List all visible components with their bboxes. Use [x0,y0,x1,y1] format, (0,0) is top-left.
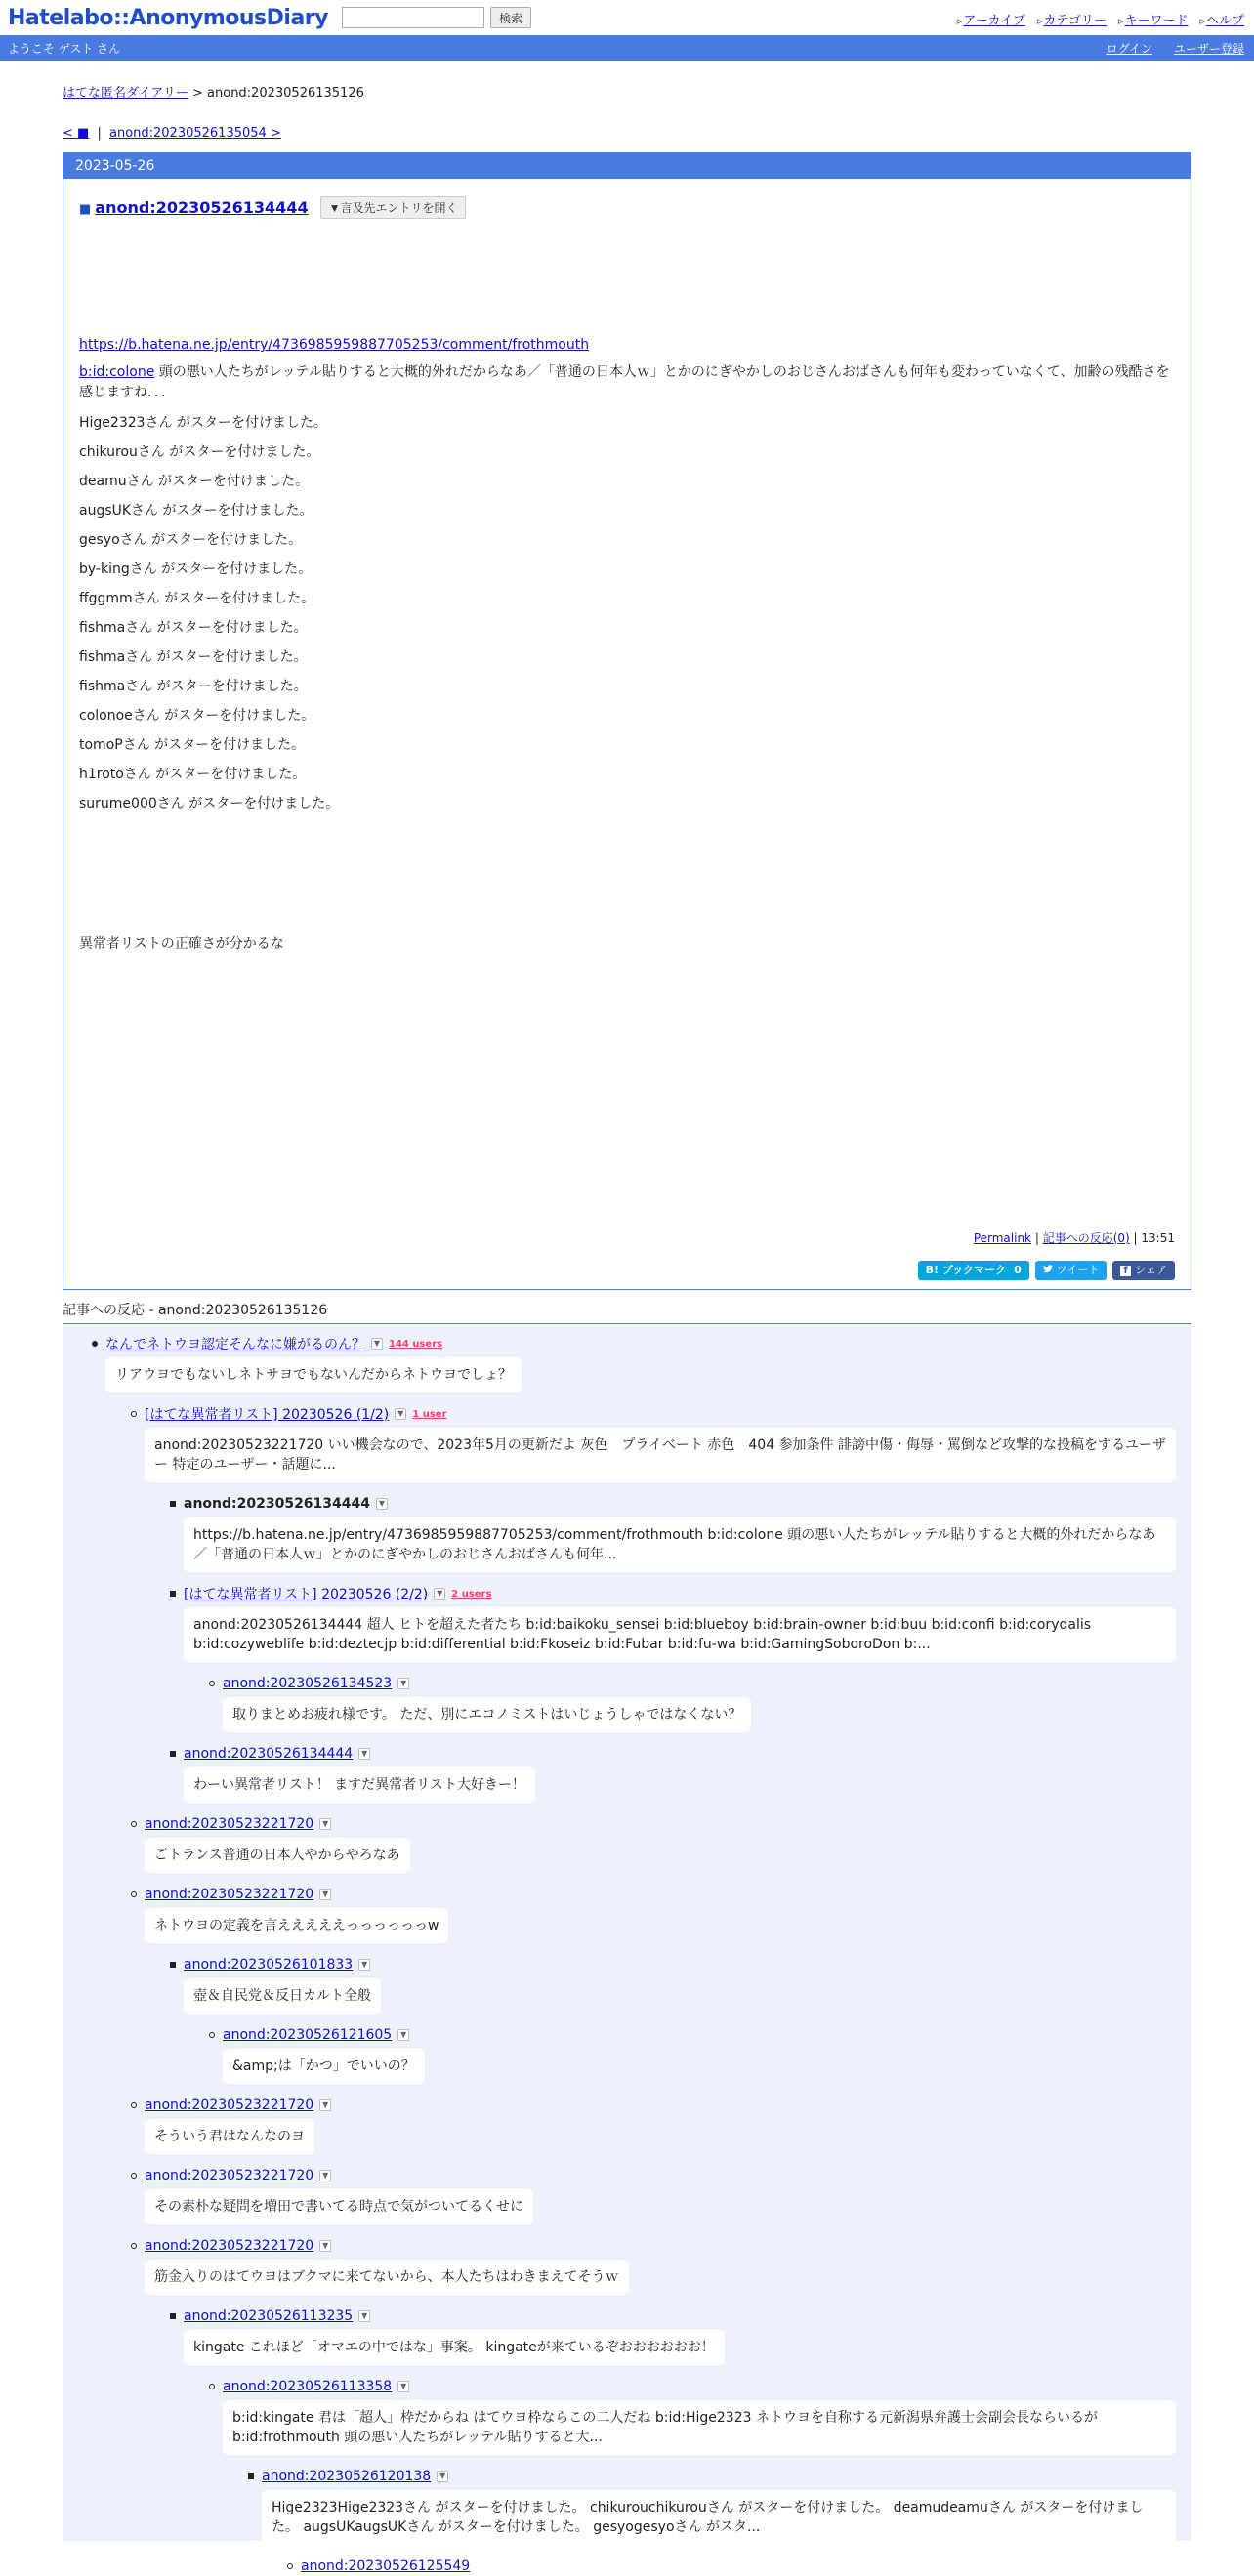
nav-category[interactable]: ▹ カテゴリー [1037,10,1107,28]
site-header [0,0,1254,35]
colone-comment [79,362,1175,403]
expand-toggle-icon[interactable]: ▼ [395,1408,406,1420]
star-line: augsUKさん がスターを付けました。 [79,503,314,519]
twitter-bird-icon [1043,1261,1053,1280]
list-item [301,2556,1191,2576]
square-bullet-icon [170,2313,176,2319]
expand-toggle-icon[interactable]: ▼ [437,2471,448,2482]
star-line: chikurouさん がスターを付けました。 [79,444,320,460]
reaction-title-link[interactable]: anond:20230526113235 [184,2308,354,2324]
reaction-title-link[interactable]: なんでネトウヨ認定そんなに嫌がるのん？ [105,1337,365,1352]
square-bullet-icon [170,1501,176,1507]
permalink[interactable]: Permalink [973,1231,1031,1245]
tweet-label: ツイート [1056,1264,1100,1276]
star-line: surume000さん がスターを付けました。 [79,796,340,811]
reaction-excerpt: &amp;は「かつ」でいいの？ [223,2049,425,2084]
list-item [145,2096,1191,2166]
colone-comment-text: 頭の悪い人たちがレッテル貼りすると大概的外れだからなあ／「普通の日本人ｗ」とかのにぎやかしのおじさんおばさんも何年も変わっていなくて、加齢の残酷さを感じますね．．． [79,364,1170,400]
reaction-title-link[interactable]: anond:20230526120138 [262,2469,432,2484]
reaction-excerpt: anond:20230526134444 超人 ヒトを超えた者たち b:id:baikoku_sensei b:id:blueboy b:id:brain-owner b:id:buu b:id:confi b:id:corydalis b:id:cozyweblife b:id:deztecjp b:id:differential b:id:Fkoseiz b:id:Fubar b:id:fu-wa b:id:GamingSoboroDon b:... [184,1607,1176,1662]
entry-title-link[interactable]: anond:20230526134444 [95,198,309,217]
star-line: tomoPさん がスターを付けました。 [79,737,306,753]
reaction-title-link[interactable]: anond:20230526121605 [223,2027,393,2043]
reaction-excerpt: https://b.hatena.ne.jp/entry/4736985959887705253/comment/frothmouth b:id:colone 頭の悪い人たちがレッテル貼りすると大概的外れだからなあ／「普通の日本人ｗ」とかのにぎやかしのおじさんおばさんも何年... [184,1517,1176,1572]
list-item [223,2025,1191,2096]
reaction-excerpt: リアウヨでもないしネトサヨでもないんだからネトウヨでしょ？ [105,1357,522,1392]
open-reference-button[interactable]: ▼言及先エントリを開く [320,196,467,219]
list-item [184,1494,1191,1572]
reaction-excerpt: anond:20230523221720 いい機会なので、2023年5月の更新だよ 灰色 プライベート 赤色 404 参加条件 誹謗中傷・侮辱・罵倒など攻撃的な投稿をするユーザー 特定のユーザー・話題に... [145,1428,1176,1482]
list-item [184,1744,1191,1814]
expand-toggle-icon[interactable]: ▼ [376,1498,388,1510]
square-bullet-icon [170,1591,176,1597]
expand-toggle-icon[interactable]: ▼ [434,1588,445,1600]
square-bullet-icon [248,2473,254,2479]
search-input[interactable] [342,7,484,28]
reaction-title-link[interactable]: anond:20230526101833 [184,1957,354,1973]
reaction-title-link[interactable]: anond:20230523221720 [145,2168,314,2183]
facebook-f-icon: f [1120,1266,1131,1276]
expand-toggle-icon[interactable]: ▼ [358,1959,370,1971]
list-item [223,2377,1191,2576]
reaction-excerpt: b:id:kingate 君は「超人」枠だからね はてウヨ枠ならこの二人だね b:id:Hige2323 ネトウヨを自称する元新潟県弁護士会副会長ならいるが b:id:frothmouth 頭の悪い人たちがレッテル貼りすると大... [223,2400,1176,2455]
bookmark-users-badge[interactable]: 2 users [451,1588,492,1600]
footer-separator: | [1133,1231,1138,1245]
circle-bullet-icon [131,2173,137,2179]
entry-footer [974,1229,1175,1246]
prev-entry-link[interactable]: < ■ [63,126,90,141]
reaction-title-link[interactable]: anond:20230526134523 [223,1676,393,1691]
welcome-bar [0,35,1254,61]
expand-toggle-icon[interactable]: ▼ [358,2310,370,2322]
circle-bullet-icon [209,2384,215,2389]
expand-toggle-icon[interactable]: ▼ [371,1338,383,1350]
star-line: fishmaさん がスターを付けました。 [79,679,308,694]
reaction-title-link[interactable]: anond:20230526125549 [301,2558,471,2574]
day-section [63,152,1191,1290]
star-line: Hige2323さん がスターを付けました。 [79,415,327,431]
star-line: fishmaさん がスターを付けました。 [79,620,308,636]
bookmark-label: B! ブックマーク [925,1264,1007,1276]
tweet-button[interactable] [1035,1261,1107,1280]
bookmark-comment-link[interactable]: https://b.hatena.ne.jp/entry/4736985959887705253/comment/frothmouth [79,337,590,353]
breadcrumb-home[interactable]: はてな匿名ダイアリー [63,86,188,101]
list-item [145,1814,1191,1885]
breadcrumb-separator: > [191,86,203,101]
day-date: 2023-05-26 [63,153,1191,179]
circle-bullet-icon [131,1821,137,1827]
circle-bullet-icon [209,2032,215,2038]
circle-bullet-icon [209,1681,215,1686]
share-label: シェア [1135,1264,1167,1276]
nav-help[interactable]: ▹ ヘルプ [1199,10,1244,28]
bookmark-comment-link-row [79,337,1175,353]
star-line: ffggmmさん がスターを付けました。 [79,591,315,606]
star-line: gesyoさん がスターを付けました。 [79,532,303,548]
list-item [262,2467,1191,2576]
square-bullet-icon [170,1751,176,1757]
list-item [184,1955,1191,2096]
bookmark-count: 0 [1014,1264,1022,1276]
star-line: colonoeさん がスターを付けました。 [79,708,315,724]
circle-bullet-icon [131,1411,137,1417]
share-buttons [918,1261,1175,1280]
star-line: fishmaさん がスターを付けました。 [79,649,308,665]
list-item [145,1885,1191,2096]
reaction-title-link[interactable]: anond:20230526134444 [184,1746,354,1762]
register-link[interactable]: ユーザー登録 [1173,42,1244,56]
top-nav [957,10,1244,28]
list-item [184,2306,1191,2576]
expand-toggle-icon[interactable]: ▼ [397,2029,409,2041]
nav-archive[interactable]: ▹ アーカイブ [957,10,1025,28]
main-content [63,82,1191,2574]
reaction-title-link[interactable]: anond:20230523221720 [145,2238,314,2254]
site-logo[interactable]: Hatelabo::AnonymousDiary [8,5,328,30]
reaction-title-link[interactable]: anond:20230523221720 [145,2098,314,2113]
colone-id-link[interactable]: b:id:colone [79,364,155,380]
circle-bullet-icon [131,2102,137,2108]
bookmark-users-badge[interactable]: 144 users [389,1338,443,1350]
reaction-excerpt: kingate これほど「オマエの中ではな」事案。 kingateが来ているぞおおおおおお！ [184,2330,725,2365]
entry-pager [63,126,1191,141]
expand-toggle-icon[interactable]: ▼ [319,2170,331,2181]
welcome-text: ようこそ ゲスト さん [8,41,121,56]
star-line: by-kingさん がスターを付けました。 [79,561,313,577]
reaction-title-link[interactable]: anond:20230526113358 [223,2379,393,2394]
search-form [342,7,531,28]
reaction-excerpt: そういう君はなんなのヨ [145,2119,314,2154]
pager-separator: | [97,126,102,141]
entry-text [79,362,1175,813]
circle-bullet-icon [131,1891,137,1897]
hatena-bookmark-button[interactable] [918,1261,1029,1280]
entry-title [79,198,309,217]
breadcrumb-current: anond:20230526135126 [207,86,364,101]
reactions-link[interactable]: 記事への反応(0) [1042,1231,1130,1245]
star-line: deamuさん がスターを付けました。 [79,474,310,489]
list-item [145,1404,1191,1814]
disc-bullet-icon [92,1341,98,1347]
reaction-excerpt: ごトランス普通の日本人やからやろなあ [145,1838,410,1873]
expand-toggle-icon[interactable]: ▼ [319,2240,331,2252]
list-item [184,1584,1191,1744]
next-entry-link[interactable]: anond:20230526135054 > [108,126,281,141]
reaction-excerpt: Hige2323Hige2323さん がスターを付けました。 chikurouchikurouさん がスターを付けました。 deamudeamuさん がスターを付けました。 augsUKaugsUKさん がスターを付けました。 gesyogesyoさん がスタ... [262,2490,1176,2545]
list-item [145,2166,1191,2236]
reactions-title: 記事への反応 - anond:20230526135126 [63,1300,1191,1324]
reaction-title-link[interactable]: [はてな異常者リスト] 20230526 (2/2) [184,1587,429,1602]
breadcrumb [63,82,1191,101]
bookmark-users-badge[interactable]: 1 user [412,1408,447,1420]
reaction-excerpt: わーい異常者リスト！ ますだ異常者リスト大好きー！ [184,1767,535,1803]
square-bullet-icon [170,1962,176,1968]
expand-toggle-icon[interactable]: ▼ [319,1889,331,1900]
expand-toggle-icon[interactable]: ▼ [319,1818,331,1830]
entry-closing-line: 異常者リストの正確さが分かるな [79,936,284,952]
expand-toggle-icon[interactable]: ▼ [397,2381,409,2392]
reaction-title-link[interactable]: anond:20230523221720 [145,1887,314,1902]
reaction-excerpt: その素朴な疑問を増田で書いてる時点で気がついてるくせに [145,2189,533,2224]
reaction-excerpt: 取りまとめお疲れ様です。 ただ、別にエコノミストはいじょうしゃではなくない？ [223,1697,751,1732]
reaction-title-link[interactable]: anond:20230523221720 [145,1816,314,1832]
reaction-excerpt: 壺＆自民党＆反日カルト全般 [184,1978,381,2014]
footer-separator: | [1034,1231,1039,1245]
star-line: h1rotoさん がスターを付けました。 [79,767,307,782]
circle-bullet-icon [287,2563,293,2569]
expand-toggle-icon[interactable]: ▼ [319,2099,331,2111]
login-link[interactable]: ログイン [1106,42,1152,56]
reaction-excerpt: 筋金入りのはてウヨはブクマに来てないから、本人たちはわきまえてそうｗ [145,2260,629,2295]
reaction-title-link[interactable]: [はてな異常者リスト] 20230526 (1/2) [145,1407,390,1423]
circle-bullet-icon [131,2243,137,2249]
nav-keyword[interactable]: ▹ キーワード [1118,10,1189,28]
list-item [145,2236,1191,2576]
expand-toggle-icon[interactable]: ▼ [397,1678,409,1689]
entry-square-link[interactable]: ■ [79,202,92,217]
entry-time: 13:51 [1141,1231,1175,1245]
entry-title-row [79,196,1175,219]
search-button[interactable]: 検索 [490,7,531,28]
entry-body [63,196,1191,1289]
list-item [223,1674,1191,1744]
facebook-share-button[interactable] [1112,1261,1175,1280]
reactions-tree [63,1324,1191,2574]
reaction-title: anond:20230526134444 [184,1496,370,1512]
reaction-excerpt: ネトウヨの定義を言えええええっっっっっっw [145,1908,448,1943]
expand-toggle-icon[interactable]: ▼ [358,1748,370,1760]
list-item [105,1334,1191,2576]
